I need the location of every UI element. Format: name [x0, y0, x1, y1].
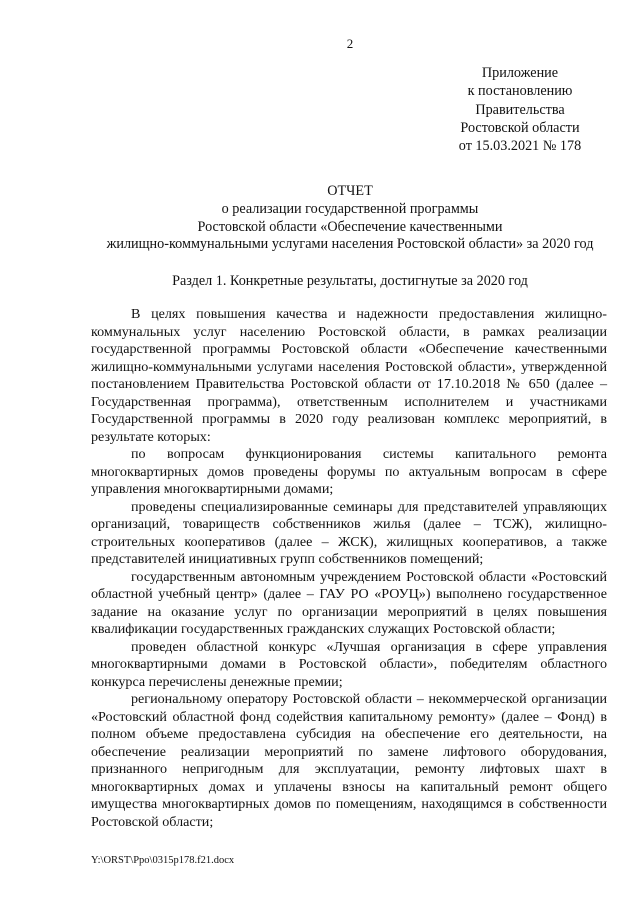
- body-text: [91, 306, 607, 831]
- paragraph: проведены специализированные семинары для представителей управляющих организаций, товариществ собственников жилья (далее – ТСЖ), жилищно-строительных кооперативов (далее – ЖСК), жилищных кооперативов, а также представителей инициативных групп собственников помещений;: [91, 498, 607, 567]
- paragraph: государственным автономным учреждением Ростовской области «Ростовский областной учебный центр» (далее – ГАУ РО «РОУЦ») выполнено государственное задание на оказание услуг по организации мероприятий в целях повышения квалификации государственных гражданских служащих Ростовской области;: [91, 568, 607, 637]
- title-heading: ОТЧЕТ: [327, 183, 373, 199]
- appendix-block: [440, 64, 600, 155]
- title-line: жилищно-коммунальными услугами населения Ростовской области» за 2020 год: [106, 236, 594, 253]
- section-heading: Раздел 1. Конкретные результаты, достигнутые за 2020 год: [172, 273, 528, 289]
- appendix-line: Правительства: [475, 101, 565, 118]
- paragraph: проведен областной конкурс «Лучшая организация в сфере управления многоквартирными домами в Ростовской области», победителям областного конкурса перечислены денежные премии;: [91, 638, 607, 690]
- paragraph: региональному оператору Ростовской области – некоммерческой организации «Ростовский областной фонд содействия капитальному ремонту» (далее – Фонд) в полном объеме предоставлена субсидия на обеспечение его деятельности, на обеспечение реализации мероприятий по замене лифтового оборудования, признанного непригодным для эксплуатации, ремонту лифтовых шахт в многоквартирных домах и уплачены взносы на капитальный ремонт общего имущества многоквартирных домов по помещениям, находящимся в собственности Ростовской области;: [91, 691, 607, 830]
- appendix-line: Приложение: [481, 65, 559, 81]
- appendix-line: Ростовской области: [460, 119, 580, 136]
- title-line: Ростовской области «Обеспечение качественными: [197, 218, 503, 235]
- page-number: 2: [346, 36, 354, 51]
- paragraph: В целях повышения качества и надежности предоставления жилищно-коммунальных услуг населению Ростовской области, в рамках реализации государственной программы Ростовской области «Обеспечение качественными жилищно-коммунальными услугами населения Ростовской области», утвержденной постановлением Правительства Ростовской области от 17.10.2018 № 650 (далее – Государственная программа), ответственным исполнителем и участниками Государственной программы в 2020 году реализован комплекс мероприятий, в результате которых:: [91, 306, 607, 445]
- title-line: о реализации государственной программы: [221, 200, 479, 217]
- file-path-footer: Y:\ORST\Ppo\0315p178.f21.docx: [91, 855, 235, 866]
- appendix-line: к постановлению: [467, 83, 573, 100]
- document-title: [80, 183, 620, 254]
- paragraph: по вопросам функционирования системы капитального ремонта многоквартирных домов проведены форумы по актуальным вопросам в сфере управления многоквартирными домами;: [91, 446, 607, 497]
- appendix-line: от 15.03.2021 № 178: [458, 138, 582, 155]
